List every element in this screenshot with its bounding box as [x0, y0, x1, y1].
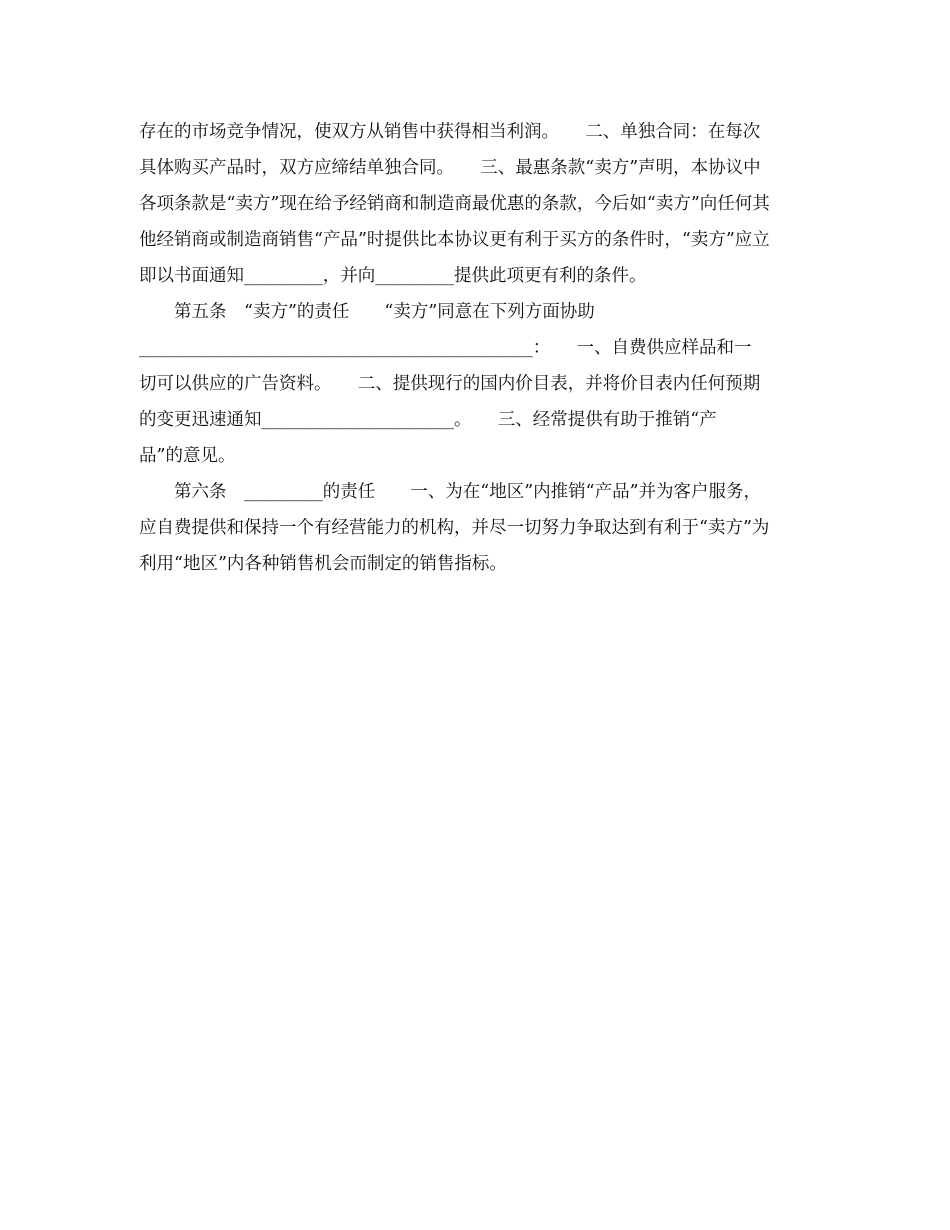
text-line: 第六条 _________的责任 一、为在“地区”内推销“产品”并为客户服务，: [139, 482, 762, 502]
text-line: 应自费提供和保持一个有经营能力的机构，并尽一切努力争取达到有利于“卖方”为: [139, 518, 770, 538]
paragraph-exclusive-terms: [139, 114, 811, 294]
text-line: _____________________________________________： 一、自费供应样品和一: [139, 338, 752, 358]
text-line: 即以书面通知_________，并向_________提供此项更有利的条件。: [139, 266, 647, 286]
text-line: 利用“地区”内各种销售机会而制定的销售指标。: [139, 554, 507, 574]
text-line: 他经销商或制造商销售“产品”时提供比本协议更有利于买方的条件时，“卖方”应立: [139, 230, 770, 250]
text-line: 第五条 “卖方”的责任 “卖方”同意在下列方面协助: [139, 302, 595, 322]
text-line: 具体购买产品时，双方应缔结单独合同。 三、最惠条款“卖方”声明，本协议中: [139, 158, 761, 178]
paragraph-article-5: [139, 294, 811, 474]
paragraph-article-6: [139, 474, 811, 582]
text-line: 品”的意见。: [139, 446, 236, 466]
text-line: 切可以供应的广告资料。 二、提供现行的国内价目表，并将价目表内任何预期: [139, 374, 761, 394]
text-line: 的变更迅速通知______________________。 三、经常提供有助于推销“产: [139, 410, 717, 430]
document-body: [139, 114, 811, 582]
text-line: 存在的市场竞争情况，使双方从销售中获得相当利润。 二、单独合同：在每次: [139, 122, 761, 142]
text-line: 各项条款是“卖方”现在给予经销商和制造商最优惠的条款，今后如“卖方”向任何其: [139, 194, 770, 214]
